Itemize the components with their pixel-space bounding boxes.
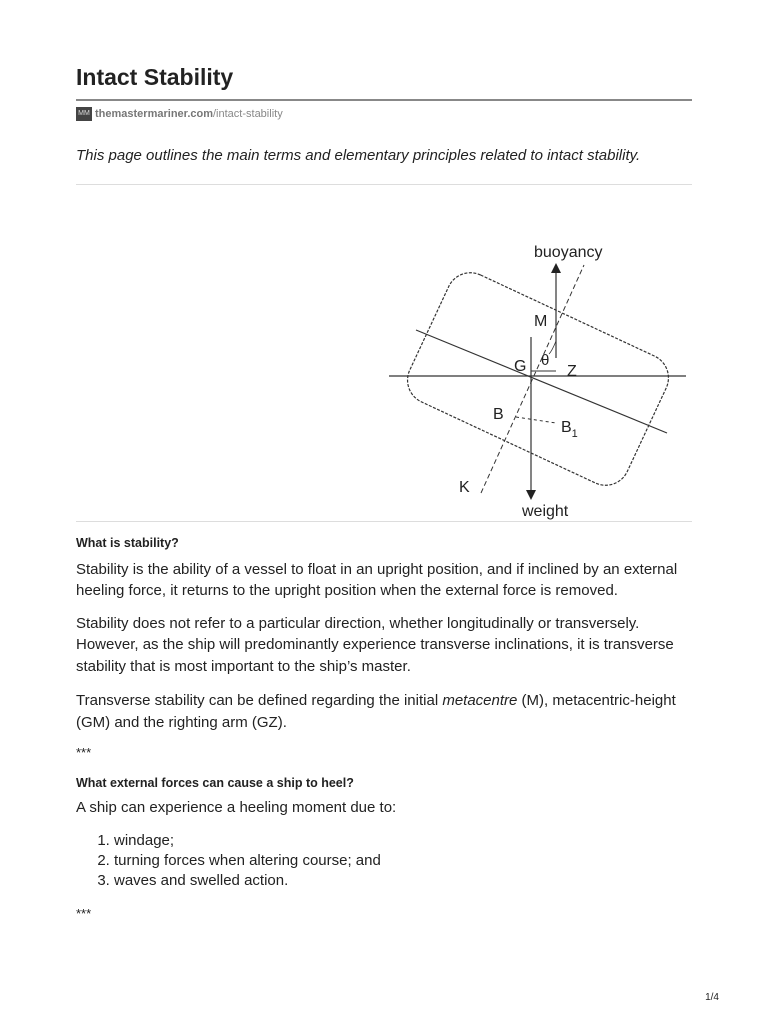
stability-diagram — [384, 223, 684, 520]
paragraph-3-start: Transverse stability can be defined regarding the initial — [76, 692, 443, 709]
label-B1 — [561, 419, 578, 440]
section-heading-stability: What is stability? — [76, 535, 179, 550]
list-item: 2. turning forces when altering course; and — [114, 851, 692, 871]
source-line — [76, 107, 692, 121]
intro-text: This page outlines the main terms and elementary principles related to intact stability. — [76, 145, 692, 185]
paragraph-3-end: (M), metacentric-height (GM) and the righting arm (GZ). — [76, 692, 676, 731]
stability-diagram-figure — [76, 185, 692, 522]
paragraph-1: Stability is the ability of a vessel to float in an upright position, and if inclined by an external heeling force, it returns to the upright position when the external force is removed. — [76, 560, 678, 599]
section-stability — [76, 536, 692, 734]
page-content — [76, 64, 692, 921]
heeling-intro: A ship can experience a heeling moment due to: — [76, 799, 397, 816]
section-heeling-forces — [76, 776, 692, 891]
label-B1-sub: 1 — [571, 427, 578, 440]
label-Z: Z — [567, 362, 577, 380]
list-item: 1. windage; — [114, 831, 692, 851]
site-logo-icon: MM — [76, 107, 92, 121]
separator: *** — [76, 745, 92, 760]
source-path[interactable]: /intact-stability — [213, 108, 283, 120]
label-B1-main: B — [561, 418, 572, 436]
hull-outline — [400, 264, 677, 492]
source-link[interactable] — [95, 108, 283, 120]
paragraph-3 — [76, 690, 692, 733]
source-domain[interactable]: themastermariner.com — [95, 108, 213, 120]
page-title: Intact Stability — [76, 64, 692, 101]
label-buoyancy: buoyancy — [534, 243, 603, 261]
page-number: 1/4 — [705, 992, 719, 1003]
section-heading-heeling: What external forces can cause a ship to heel? — [76, 776, 354, 790]
label-G: G — [514, 357, 527, 375]
weight-arrow-icon — [526, 490, 536, 500]
label-weight-text: weight — [522, 502, 569, 520]
label-M: M — [534, 312, 548, 330]
separator: *** — [76, 905, 92, 921]
heeling-causes-list — [76, 831, 692, 891]
label-K: K — [459, 478, 470, 496]
label-B: B — [493, 405, 504, 423]
label-theta: θ — [541, 351, 550, 369]
buoyancy-arrow-icon — [551, 263, 561, 273]
list-item: 3. waves and swelled action. — [114, 871, 692, 891]
theta-arc — [549, 341, 556, 354]
paragraph-2: Stability does not refer to a particular direction, whether longitudinally or transversely. However, as the ship will predominantly experience transverse inclinations, it is transverse stability that is most important to the ship’s master. — [76, 614, 674, 675]
b-b1-line — [516, 417, 556, 423]
paragraph-3-emphasis: metacentre — [442, 692, 518, 709]
